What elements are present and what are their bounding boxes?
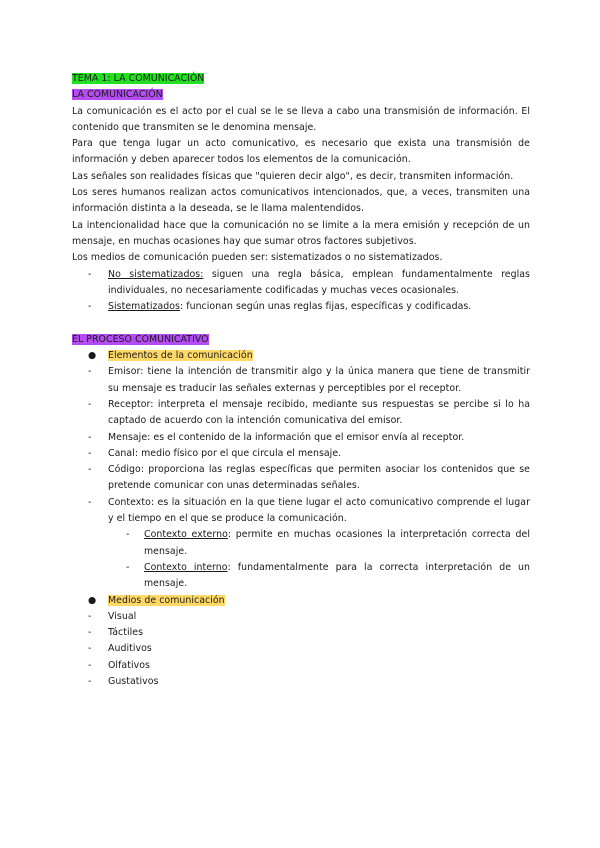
list-item bbox=[72, 641, 530, 657]
list-item-text: siguen una regla básica, emplean fundamentalmente reglas individuales, no necesariamente codificadas y muchas veces ocasionales. bbox=[108, 268, 530, 296]
dash-marker: - bbox=[88, 431, 92, 443]
sub-list-item bbox=[72, 560, 530, 593]
dash-marker: - bbox=[88, 675, 92, 687]
bullet-label: Elementos de la comunicación bbox=[108, 350, 253, 362]
list-item-text: Código: proporciona las reglas específicas que permiten asociar los contenidos que se pretende comunicar con unas determinadas señales. bbox=[108, 464, 530, 492]
paragraph: La comunicación es el acto por el cual se le se lleva a cabo una transmisión de información. El contenido que transmiten se le denomina mensaje. bbox=[72, 105, 530, 133]
list-item-text: Olfativos bbox=[108, 659, 150, 671]
dash-marker: - bbox=[88, 464, 92, 476]
dash-marker: - bbox=[88, 643, 92, 655]
list-item bbox=[72, 446, 530, 462]
list-item bbox=[72, 364, 530, 397]
list-item bbox=[72, 430, 530, 446]
paragraph: Para que tenga lugar un acto comunicativo, es necesario que exista una transmisión de información y deben aparecer todos los elementos de la comunicación. bbox=[72, 138, 530, 166]
sub-list-item-text: : permite en muchas ocasiones la interpretación correcta del mensaje. bbox=[144, 529, 530, 557]
list-item bbox=[72, 397, 530, 430]
list-item bbox=[72, 462, 530, 495]
document-title bbox=[72, 71, 530, 87]
dash-marker: - bbox=[126, 529, 130, 541]
bullet-label: Medios de comunicación bbox=[108, 594, 225, 606]
dash-marker: - bbox=[88, 268, 92, 280]
list-item-term: No sistematizados: bbox=[108, 268, 204, 280]
list-item bbox=[72, 495, 530, 528]
dash-marker: - bbox=[88, 366, 92, 378]
sub-list-item bbox=[72, 527, 530, 560]
list-item-text: Receptor: interpreta el mensaje recibido, mediante sus respuestas se percibe si lo ha captado de acuerdo con la intención comunicativa del emisor. bbox=[108, 398, 530, 427]
list-item-text: Auditivos bbox=[108, 643, 152, 655]
dash-marker: - bbox=[88, 659, 92, 671]
dash-marker: - bbox=[88, 447, 92, 459]
list-item-text: Gustativos bbox=[108, 675, 159, 687]
bullet-item bbox=[72, 348, 530, 364]
bullet-icon: ● bbox=[88, 594, 97, 606]
list-item-text: Mensaje: es el contenido de la información que el emisor envía al receptor. bbox=[108, 431, 465, 443]
section1-heading: LA COMUNICACIÓN bbox=[72, 89, 163, 101]
paragraph: Los medios de comunicación pueden ser: sistematizados o no sistematizados. bbox=[72, 252, 443, 264]
dash-marker: - bbox=[88, 496, 92, 508]
bullet-item bbox=[72, 593, 530, 609]
paragraph: La intencionalidad hace que la comunicación no se limite a la mera emisión y recepción de un mensaje, en muchas ocasiones hay que sumar otros factores subjetivos. bbox=[72, 219, 530, 247]
dash-marker: - bbox=[126, 561, 130, 573]
section-heading-proceso bbox=[72, 332, 530, 348]
sub-list-item-text: : fundamentalmente para la correcta interpretación de un mensaje. bbox=[144, 561, 530, 590]
list-item-text: Contexto: es la situación en la que tiene lugar el acto comunicativo comprende el lugar y el tiempo en el que se produce la comunicación. bbox=[108, 496, 530, 525]
paragraph: Las señales son realidades físicas que "quieren decir algo", es decir, transmiten información. bbox=[72, 170, 514, 182]
paragraph: Los seres humanos realizan actos comunicativos intencionados, que, a veces, transmiten una información distinta a la deseada, se le llama malentendidos. bbox=[72, 187, 530, 215]
list-item-text: Canal: medio físico por el que circula el mensaje. bbox=[108, 447, 342, 459]
title-highlight: TEMA 1: LA COMUNICACIÓN bbox=[72, 73, 205, 84]
list-item-term: Sistematizados bbox=[108, 301, 180, 313]
sub-list-item-term: Contexto externo bbox=[144, 529, 228, 541]
bullet-icon: ● bbox=[88, 350, 97, 362]
list-item bbox=[72, 267, 530, 300]
section2-heading: EL PROCESO COMUNICATIVO bbox=[72, 333, 209, 345]
list-item bbox=[72, 625, 530, 641]
list-item-text: Emisor: tiene la intención de transmitir algo y la única manera que tiene de transmitir su mensaje es traducir las señales externas y perceptibles por el receptor. bbox=[108, 366, 530, 394]
dash-marker: - bbox=[88, 301, 92, 313]
dash-marker: - bbox=[88, 398, 92, 410]
section-heading-comunicacion bbox=[72, 87, 530, 103]
list-item bbox=[72, 299, 530, 315]
list-item-text: Táctiles bbox=[108, 627, 144, 639]
document-page bbox=[72, 71, 530, 690]
dash-marker: - bbox=[88, 610, 92, 622]
dash-marker: - bbox=[88, 627, 92, 639]
spacer bbox=[72, 315, 530, 331]
list-item bbox=[72, 674, 530, 690]
list-item bbox=[72, 609, 530, 625]
list-item-text: Visual bbox=[108, 610, 137, 622]
sub-list-item-term: Contexto interno bbox=[144, 561, 228, 573]
list-item-text: : funcionan según unas reglas fijas, específicas y codificadas. bbox=[179, 301, 472, 313]
list-item bbox=[72, 658, 530, 674]
